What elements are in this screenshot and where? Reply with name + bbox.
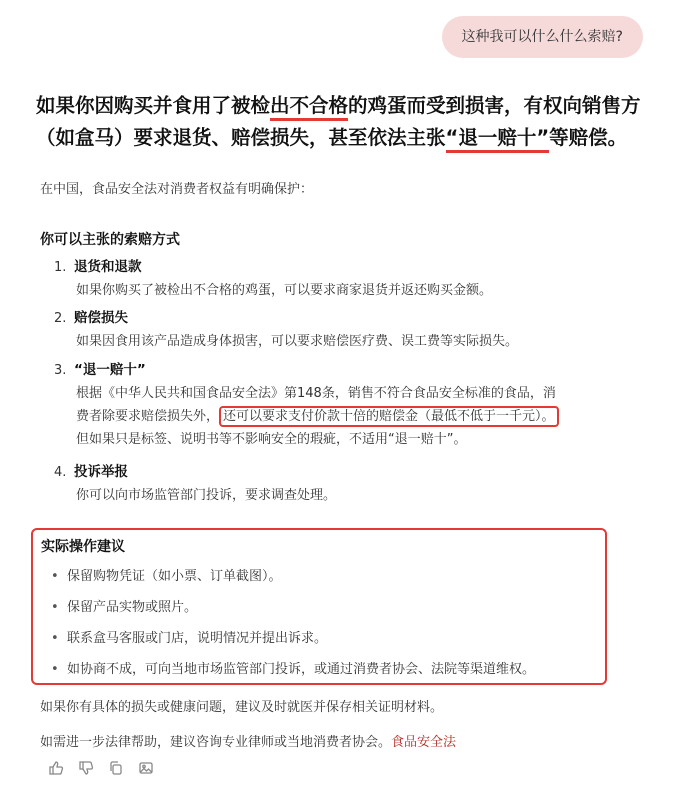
health-note: 如果你有具体的损失或健康问题，建议及时就医并保存相关证明材料。 (40, 700, 444, 715)
advice-list (51, 567, 535, 691)
intro-text: 在中国，食品安全法对消费者权益有明确保护： (40, 182, 314, 197)
highlight-tenfold-compensation: 还可以要求支付价款十倍的赔偿金（最低不低于一千元）。 (219, 406, 559, 427)
claims-section-title: 你可以主张的索赔方式 (40, 232, 180, 248)
thumbs-up-icon[interactable] (48, 760, 64, 780)
answer-headline: 如果你因购买并食用了被检出不合格的鸡蛋而受到损害，有权向销售方（如盒马）要求退货、赔偿损失，甚至依法主张“退一赔十”等赔偿。 (36, 90, 646, 154)
claim-item-refund: 1. 退货和退款 如果你购买了被检出不合格的鸡蛋，可以要求商家退货并返还购买金额。 (54, 259, 493, 298)
claim-item-tenfold: 3. “退一赔十” 根据《中华人民共和国食品安全法》第148条，销售不符合食品安全标准的食品，消 费者除要求赔偿损失外， 还可以要求支付价款十倍的赔偿金（最低不低于一千元）。 但如果只是标签、说明书等不影响安全的瑕疵，不适用“退一赔十”。 (54, 359, 644, 451)
underline-unqualified: 出不合格 (270, 94, 348, 121)
list-item: • 保留产品实物或照片。 (51, 600, 198, 615)
message-actions (48, 760, 154, 780)
advice-box (31, 528, 607, 685)
user-message-bubble: 这种我可以什么什么索赔? (442, 16, 643, 58)
food-safety-law-link[interactable]: 食品安全法 (391, 735, 457, 750)
advice-title: 实际操作建议 (41, 539, 125, 555)
image-icon[interactable] (138, 760, 154, 780)
list-item: • 如协商不成，可向当地市场监管部门投诉，或通过消费者协会、法院等渠道维权。 (51, 662, 536, 677)
list-item: • 联系盒马客服或门店，说明情况并提出诉求。 (51, 631, 328, 646)
list-item: • 保留购物凭证（如小票、订单截图）。 (51, 569, 282, 584)
claim-item-complaint: 4. 投诉举报 你可以向市场监管部门投诉，要求调查处理。 (54, 464, 337, 503)
claim-item-compensation: 2. 赔偿损失 如果因食用该产品造成身体损害，可以要求赔偿医疗费、误工费等实际损失。 (54, 310, 519, 349)
copy-icon[interactable] (108, 760, 124, 780)
legal-note: 如需进一步法律帮助，建议咨询专业律师或当地消费者协会。食品安全法 (40, 735, 457, 750)
underline-refund-tenfold: “退一赔十” (446, 126, 550, 153)
thumbs-down-icon[interactable] (78, 760, 94, 780)
